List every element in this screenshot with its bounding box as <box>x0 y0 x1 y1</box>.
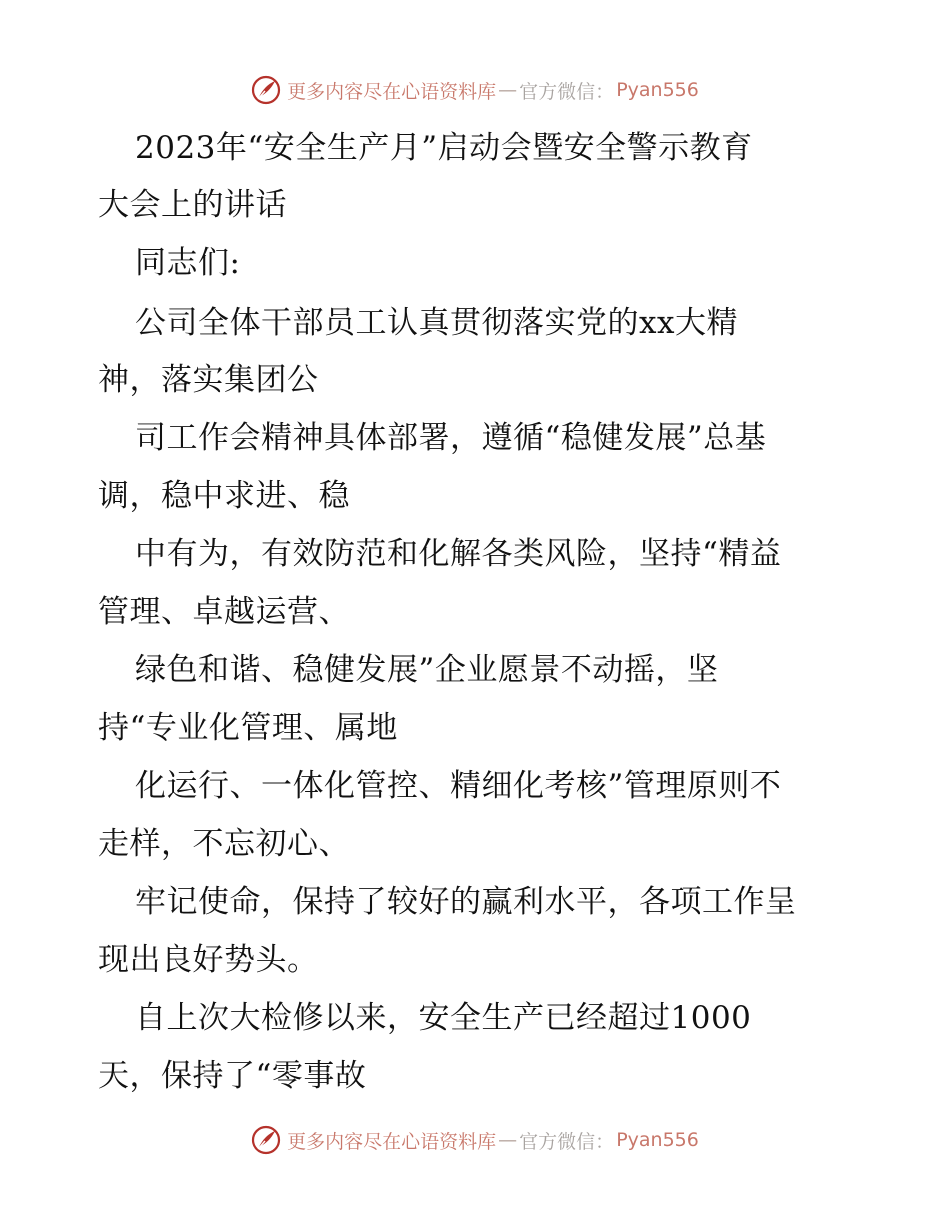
body-line: 公司全体干部员工认真贯彻落实党的xx大精 <box>135 305 738 341</box>
watermark-banner-bottom <box>0 1120 950 1160</box>
watermark-separator: — <box>498 79 518 101</box>
watermark-text: 更多内容尽在心语资料库 <box>287 1130 497 1153</box>
body-line: 现出良好势头。 <box>98 942 319 978</box>
salutation: 同志们: <box>135 245 241 281</box>
body-line: 调，稳中求进、稳 <box>98 478 350 514</box>
feather-logo-icon <box>251 1125 281 1155</box>
body-line: 中有为，有效防范和化解各类风险，坚持“精益 <box>135 536 782 572</box>
body-line: 天，保持了“零事故 <box>98 1058 367 1094</box>
body-line: 神，落实集团公 <box>98 362 319 398</box>
document-title-line-1: 2023年“安全生产月”启动会暨安全警示教育 <box>135 130 753 166</box>
body-line: 绿色和谐、稳健发展”企业愿景不动摇，坚 <box>135 652 719 688</box>
body-line: 司工作会精神具体部署，遵循“稳健发展”总基 <box>135 420 767 456</box>
watermark-text: 更多内容尽在心语资料库 <box>287 80 497 103</box>
body-line: 自上次大检修以来，安全生产已经超过1000 <box>135 1000 752 1036</box>
watermark-id: Pyan556 <box>616 79 699 101</box>
watermark-id: Pyan556 <box>616 1129 699 1151</box>
watermark-separator: — <box>498 1129 518 1151</box>
document-title-line-2: 大会上的讲话 <box>98 187 287 223</box>
body-line: 牢记使命，保持了较好的赢利水平，各项工作呈 <box>135 884 797 920</box>
body-line: 持“专业化管理、属地 <box>98 710 398 746</box>
watermark-label: 官方微信： <box>519 1130 615 1153</box>
body-line: 管理、卓越运营、 <box>98 594 350 630</box>
body-line: 化运行、一体化管控、精细化考核”管理原则不 <box>135 768 782 804</box>
watermark-label: 官方微信： <box>519 80 615 103</box>
body-line: 走样，不忘初心、 <box>98 826 350 862</box>
